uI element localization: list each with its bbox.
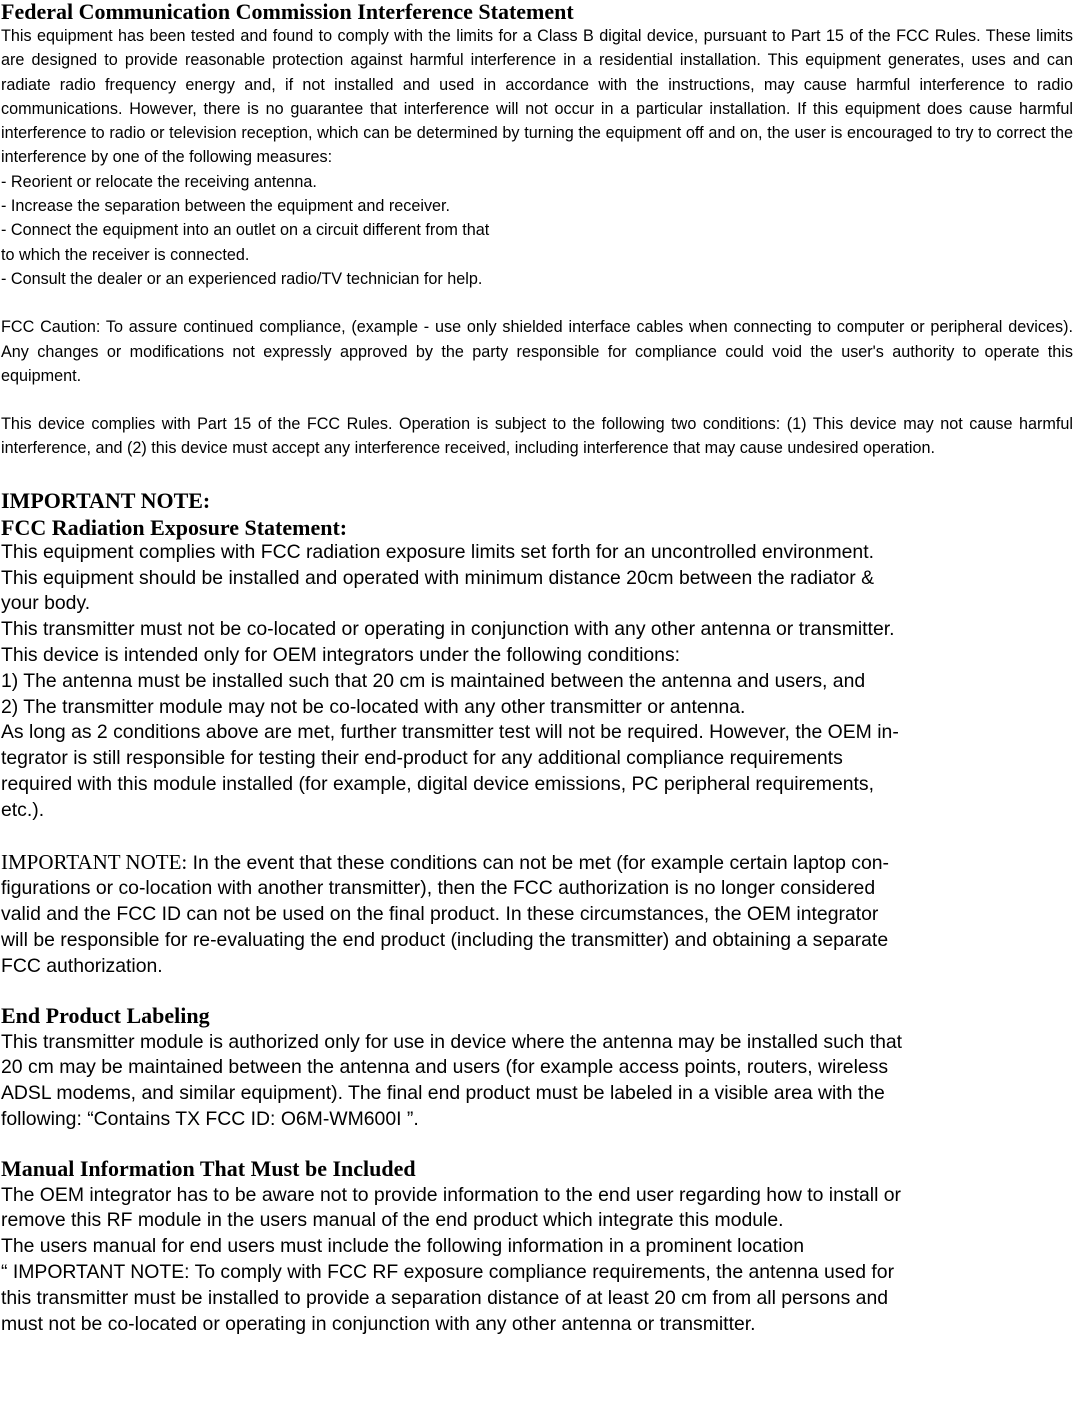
manual-line: this transmitter must be installed to provide a separation distance of at least 20 cm from all persons and [1, 1286, 889, 1309]
radiation-line: This transmitter must not be co-located or operating in conjunction with any other antenna or transmitter. [1, 618, 895, 641]
spacer [1, 388, 1073, 412]
labeling-line: ADSL modems, and similar equipment). The final end product must be labeled in a visible area with the [1, 1082, 885, 1105]
end-product-labeling-section [1, 1030, 1073, 1133]
radiation-exposure-section [1, 540, 1073, 980]
radiation-line: This equipment should be installed and operated with minimum distance 20cm between the radiator & [1, 566, 875, 589]
manual-line: must not be co-located or operating in conjunction with any other antenna or transmitter. [1, 1312, 756, 1335]
spacer [1, 461, 1073, 487]
measure-item: - Reorient or relocate the receiving antenna. [1, 172, 317, 191]
radiation-line: 2) The transmitter module may not be co-located with any other transmitter or antenna. [1, 695, 746, 718]
radiation-line: required with this module installed (for example, digital device emissions, PC peripheral requirements, [1, 772, 874, 795]
important-note-2-line: will be responsible for re-evaluating the end product (including the transmitter) and obtaining a separate [1, 928, 889, 951]
important-note-2-line: FCC authorization. [1, 954, 163, 977]
manual-information-heading: Manual Information That Must be Included [1, 1155, 416, 1181]
fcc-statement-title: Federal Communication Commission Interference Statement [1, 0, 574, 24]
important-note-2-lead: IMPORTANT NOTE: [1, 849, 188, 874]
labeling-line: 20 cm may be maintained between the antenna and users (for example access points, routers, wireless [1, 1056, 889, 1079]
radiation-exposure-heading: FCC Radiation Exposure Statement: [1, 514, 348, 540]
spacer [1, 980, 1073, 1002]
radiation-line: This equipment complies with FCC radiation exposure limits set forth for an uncontrolled environment. [1, 540, 874, 563]
radiation-line: This device is intended only for OEM integrators under the following conditions: [1, 643, 681, 666]
measure-item: - Consult the dealer or an experienced radio/TV technician for help. [1, 269, 483, 288]
measure-item: - Connect the equipment into an outlet on a circuit different from that [1, 221, 490, 240]
intro-paragraph: This equipment has been tested and found to comply with the limits for a Class B digital device, pursuant to Part 15 of the FCC Rules. These limits are designed to provide reasonable protection against harmful interference in a residential installation. This equipment generates, uses and can radiate radio frequency energy and, if not installed and used in accordance with the instructions, may cause harmful interference to radio communications. However, there is no guarantee that interference will not occur in a particular installation. If this equipment does cause harmful interference to radio or television reception, which can be determined by turning the equipment off and on, the user is encouraged to try to correct the interference by one of the following measures: [1, 27, 1073, 167]
fcc-statement-section [1, 24, 1073, 461]
labeling-line: This transmitter module is authorized only for use in device where the antenna may be installed such that [1, 1030, 903, 1053]
important-note-2-line: figurations or co-location with another transmitter), then the FCC authorization is no longer considered [1, 877, 876, 900]
measure-item: - Increase the separation between the equipment and receiver. [1, 197, 451, 216]
radiation-line: your body. [1, 592, 91, 615]
spacer [1, 1133, 1073, 1155]
important-note-2-text: In the event that these conditions can not be met (for example certain laptop con- [187, 851, 889, 874]
manual-line: remove this RF module in the users manual of the end product which integrate this module. [1, 1209, 784, 1232]
manual-information-section [1, 1183, 1073, 1338]
spacer [1, 824, 1073, 850]
important-note-2-line [1, 850, 1073, 877]
caution-paragraph: FCC Caution: To assure continued compliance, (example - use only shielded interface cables when connecting to computer or peripheral devices). Any changes or modifications not expressly approved by the party responsible for compliance could void the user's authority to operate this equipment. [1, 318, 1073, 385]
manual-line: “ IMPORTANT NOTE: To comply with FCC RF exposure compliance requirements, the antenna used for [1, 1261, 895, 1284]
radiation-line: etc.). [1, 798, 45, 821]
labeling-line: following: “Contains TX FCC ID: O6M-WM600I ”. [1, 1107, 419, 1130]
important-note-heading: IMPORTANT NOTE: [1, 487, 211, 513]
part15-paragraph: This device complies with Part 15 of the FCC Rules. Operation is subject to the following two conditions: (1) This device may not cause harmful interference, and (2) this device must accept any interference received, including interference that may cause undesired operation. [1, 415, 1073, 458]
spacer [1, 291, 1073, 315]
manual-line: The users manual for end users must include the following information in a prominent location [1, 1235, 804, 1258]
important-note-2-line: valid and the FCC ID can not be used on the final product. In these circumstances, the OEM integrator [1, 903, 879, 926]
radiation-line: 1) The antenna must be installed such that 20 cm is maintained between the antenna and users, and [1, 669, 866, 692]
end-product-labeling-heading: End Product Labeling [1, 1002, 210, 1028]
radiation-line: As long as 2 conditions above are met, further transmitter test will not be required. However, the OEM in- [1, 721, 899, 744]
measure-item: to which the receiver is connected. [1, 245, 250, 264]
radiation-line: tegrator is still responsible for testing their end-product for any additional compliance requirements [1, 747, 843, 770]
manual-line: The OEM integrator has to be aware not to provide information to the end user regarding how to install or [1, 1183, 902, 1206]
